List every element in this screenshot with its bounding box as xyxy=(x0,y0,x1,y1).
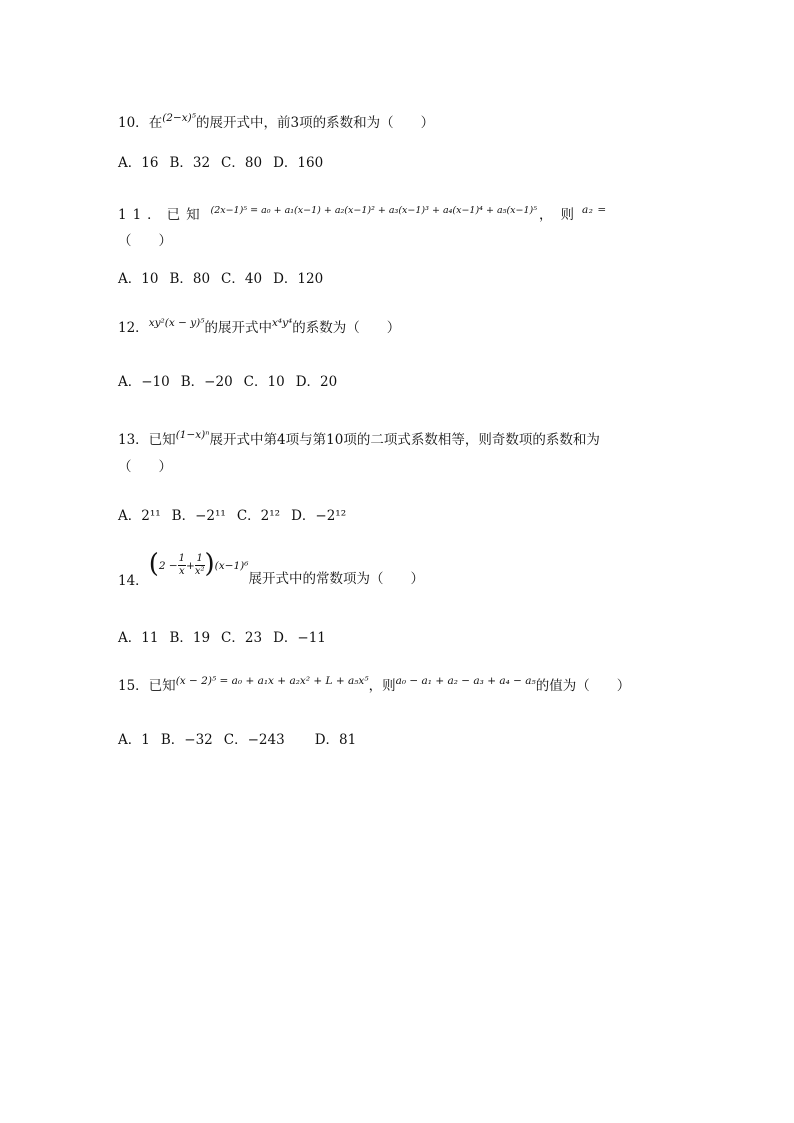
question-13 xyxy=(118,430,600,451)
question-number: 15．已知 xyxy=(118,678,176,694)
choice-b: B．−2¹¹ xyxy=(171,508,226,524)
choices-12 xyxy=(118,372,348,392)
question-10 xyxy=(118,113,434,134)
math-expression: (2−x)⁵ xyxy=(162,112,196,124)
right-paren: ) xyxy=(204,548,215,579)
choice-b: B．−32 xyxy=(160,732,213,748)
choice-a: A．10 xyxy=(118,271,159,287)
choice-a: A．1 xyxy=(118,732,150,748)
choice-c: C．40 xyxy=(221,271,263,287)
question-11 xyxy=(118,205,607,227)
choice-d: D．−2¹² xyxy=(291,508,347,524)
math-expression xyxy=(149,545,249,586)
question-number: 12． xyxy=(118,320,149,336)
choices-11 xyxy=(118,269,334,289)
answer-blank: （ ） xyxy=(118,459,172,475)
question-text: 的系数为（ ） xyxy=(292,320,401,336)
math-expression: (2x−1)⁵ = a₀ + a₁(x−1) + a₂(x−1)² + a₃(x−1)³ + a₄(x−1)⁴ + a₅(x−1)⁵ xyxy=(210,205,538,216)
choices-14 xyxy=(118,628,337,648)
question-13-cont xyxy=(118,457,172,477)
question-text: 的值为（ ） xyxy=(535,678,631,694)
choice-c: C．80 xyxy=(221,155,263,171)
choice-c: C．−243 xyxy=(223,732,285,748)
fraction-denominator: x² xyxy=(194,566,205,577)
math-expression: a₂ = xyxy=(582,204,607,216)
choice-c: C．10 xyxy=(243,374,285,390)
question-12 xyxy=(118,318,400,339)
question-text: ，则 xyxy=(368,678,396,694)
choice-b: B．−20 xyxy=(180,374,233,390)
question-14 xyxy=(118,548,424,602)
question-15 xyxy=(118,676,630,697)
choice-b: B．32 xyxy=(169,155,211,171)
choice-d: D．20 xyxy=(295,374,338,390)
choice-b: B．80 xyxy=(169,271,211,287)
left-paren: ( xyxy=(148,548,159,579)
fraction-numerator: 1 xyxy=(196,553,203,564)
choices-10 xyxy=(118,153,334,173)
choices-13 xyxy=(118,506,357,526)
choice-d: D．120 xyxy=(273,271,324,287)
fraction-denominator: x xyxy=(179,566,185,577)
choice-d: D．160 xyxy=(273,155,324,171)
choices-15 xyxy=(118,730,367,750)
math-term: (x−1)⁶ xyxy=(214,560,249,572)
question-11-cont xyxy=(118,231,172,251)
choice-b: B．19 xyxy=(169,630,211,646)
math-expression: xy²(x − y)⁵ xyxy=(148,317,205,329)
choice-d: D．−11 xyxy=(273,630,326,646)
choice-a: A．2¹¹ xyxy=(118,508,161,524)
choice-a: A．16 xyxy=(118,155,159,171)
choice-a: A．11 xyxy=(118,630,159,646)
math-expression: x⁴y⁴ xyxy=(271,317,293,329)
answer-blank: （ ） xyxy=(118,233,172,249)
fraction xyxy=(195,553,205,578)
question-number: 10． xyxy=(118,115,149,131)
math-expression: (x − 2)⁵ = a₀ + a₁x + a₂x² + L + a₅x⁵ xyxy=(175,675,369,687)
question-text: 的展开式中，前3项的系数和为（ ） xyxy=(196,115,435,131)
question-number: 13．已知 xyxy=(118,432,176,448)
question-text: 的展开式中 xyxy=(204,320,272,336)
choice-c: C．2¹² xyxy=(236,508,281,524)
question-number: 11．已知 xyxy=(118,207,206,223)
fraction-numerator: 1 xyxy=(178,553,186,564)
question-text: 展开式中第4项与第10项的二项式系数相等，则奇数项的系数和为 xyxy=(209,432,600,448)
choice-c: C．23 xyxy=(221,630,263,646)
math-expression: a₀ − a₁ + a₂ − a₃ + a₄ − a₅ xyxy=(395,675,536,687)
question-text: 在 xyxy=(148,115,163,131)
question-text: 展开式中的常数项为（ ） xyxy=(248,571,424,587)
math-expression: (1−x)ⁿ xyxy=(175,429,210,441)
fraction xyxy=(178,553,186,578)
math-term: 2 − xyxy=(158,560,178,572)
plus-sign: + xyxy=(186,560,195,572)
question-text: ，则 xyxy=(539,207,583,223)
choice-a: A．−10 xyxy=(118,374,170,390)
question-number: 14． xyxy=(118,573,149,589)
choice-d: D．81 xyxy=(314,732,357,748)
